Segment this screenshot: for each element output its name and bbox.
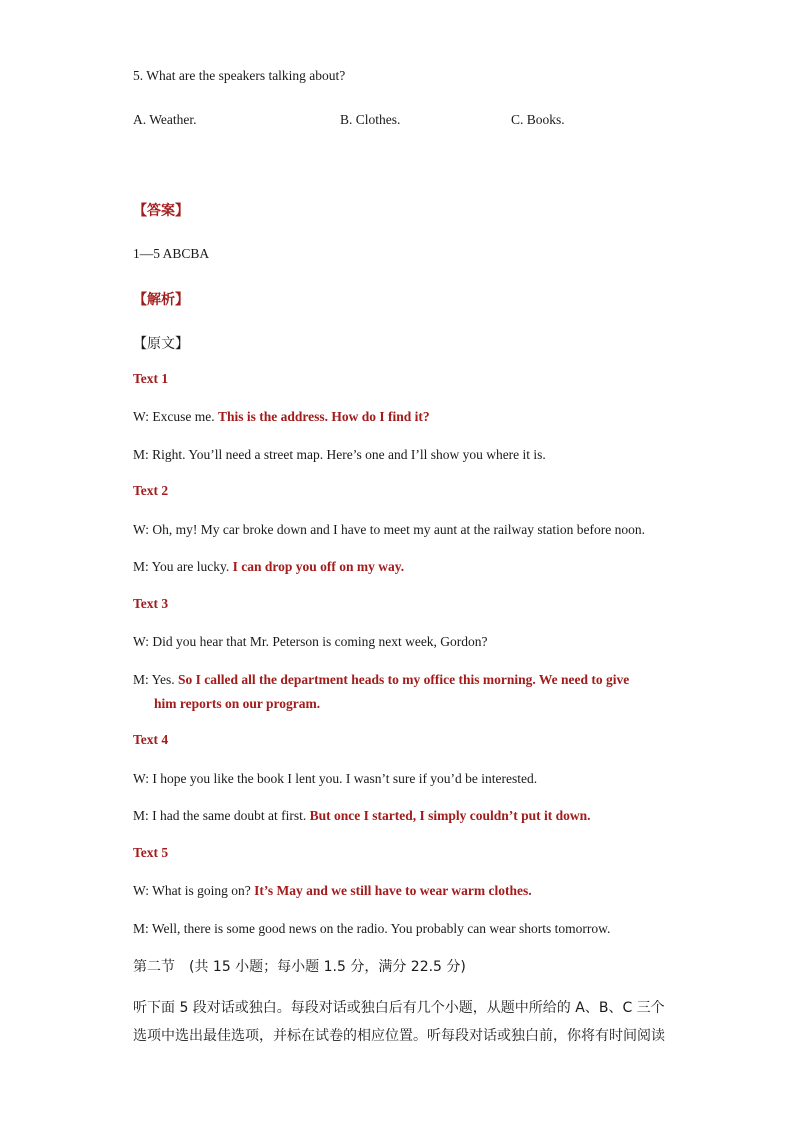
option-b: B. Clothes. (340, 112, 401, 127)
option-c: C. Books. (511, 112, 565, 127)
text-5-man-line: M: Well, there is some good news on the radio. You probably can wear shorts tomorrow. (133, 921, 611, 936)
section-2-title: 第二节 (共 15 小题；每小题 1.5 分，满分 22.5 分) (133, 959, 466, 975)
analysis-heading: 【解析】 (133, 292, 189, 308)
text-2-woman-line: W: Oh, my! My car broke down and I have to meet my aunt at the railway station before noon. (133, 522, 645, 537)
text-3-man-line-cont (154, 695, 320, 713)
option-a: A. Weather. (133, 112, 197, 127)
text-5-woman-key: It’s May and we still have to wear warm clothes. (254, 883, 532, 898)
text-1-man-line: M: Right. You’ll need a street map. Here’s one and I’ll show you where it is. (133, 447, 546, 462)
original-text-heading: 【原文】 (133, 336, 189, 352)
text-4-label: Text 4 (133, 732, 169, 747)
text-3-woman-line: W: Did you hear that Mr. Peterson is coming next week, Gordon? (133, 634, 488, 649)
text-5-woman-line (133, 882, 532, 900)
text-1-woman-plain: W: Excuse me. (133, 409, 218, 424)
text-3-man-line (133, 671, 629, 689)
text-4-man-plain: M: I had the same doubt at first. (133, 808, 310, 823)
question-5-stem: 5. What are the speakers talking about? (133, 68, 346, 83)
text-3-man-key-1: So I called all the department heads to my office this morning. We need to give (178, 672, 630, 687)
text-3-man-key-2: him reports on our program. (154, 696, 321, 711)
section-2-instruction-2: 选项中选出最佳选项，并标在试卷的相应位置。听每段对话或独白前，你将有时间阅读 (133, 1028, 665, 1044)
text-1-woman-line (133, 408, 430, 426)
text-4-woman-line: W: I hope you like the book I lent you. I wasn’t sure if you’d be interested. (133, 771, 538, 786)
section-2-instruction-1: 听下面 5 段对话或独白。每段对话或独白后有几个小题，从题中所给的 A、B、C 三个 (133, 1000, 665, 1016)
text-2-man-plain: M: You are lucky. (133, 559, 233, 574)
text-1-label: Text 1 (133, 371, 169, 386)
text-2-man-line (133, 558, 404, 576)
text-3-man-plain: M: Yes. (133, 672, 179, 687)
text-5-woman-plain: W: What is going on? (133, 883, 255, 898)
text-5-label: Text 5 (133, 845, 169, 860)
text-4-man-line (133, 807, 591, 825)
text-1-woman-key: This is the address. How do I find it? (217, 409, 430, 424)
answer-heading: 【答案】 (133, 203, 189, 219)
text-3-label: Text 3 (133, 596, 169, 611)
text-2-label: Text 2 (133, 483, 169, 498)
answer-value: 1—5 ABCBA (133, 246, 210, 261)
text-4-man-key: But once I started, I simply couldn’t put it down. (309, 808, 591, 823)
text-2-man-key: I can drop you off on my way. (232, 559, 405, 574)
